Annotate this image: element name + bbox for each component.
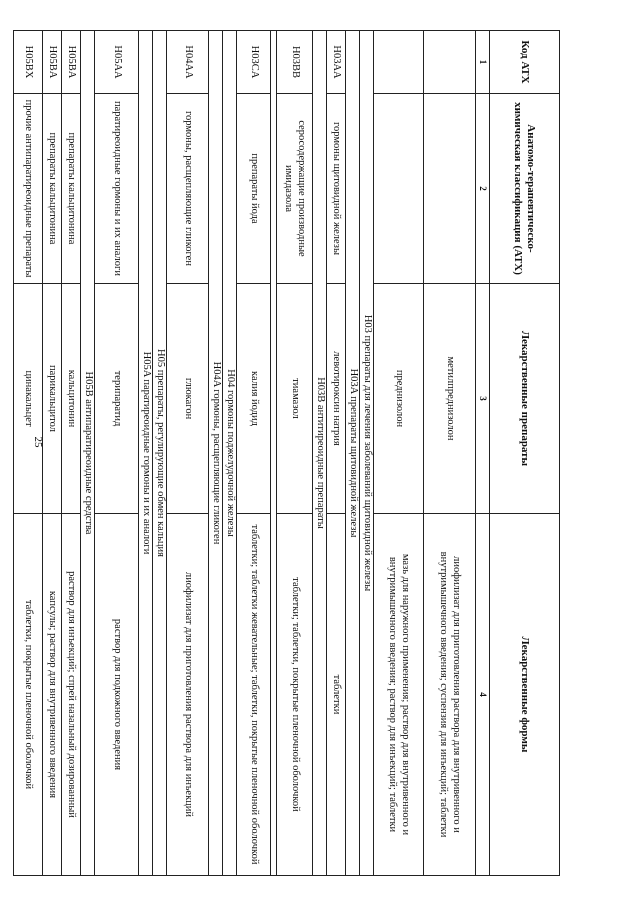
dosage-forms: таблетки <box>327 514 346 876</box>
section-title: H03B антитиреоидные препараты <box>313 31 327 876</box>
column-number: 1 <box>476 31 490 94</box>
section-title <box>271 31 277 876</box>
section-title: H03 препараты для лечения заболеваний щитовидной железы <box>360 31 374 876</box>
section-title: H04A гормоны, расщепляющие гликоген <box>209 31 223 876</box>
table-row <box>14 31 43 876</box>
section-row <box>153 31 167 876</box>
section-title: H05 препараты, регулирующие обмен кальция <box>153 31 167 876</box>
drug-name: калия йодид <box>237 284 271 514</box>
atc-drug-table <box>13 30 560 876</box>
atc-code: H03CA <box>237 31 271 94</box>
section-title: H03A препараты щитовидной железы <box>346 31 360 876</box>
drug-name: терипаратид <box>95 284 139 514</box>
drug-name: тиамазол <box>277 284 313 514</box>
atc-group: гормоны щитовидной железы <box>327 94 346 284</box>
atc-code: H03BB <box>277 31 313 94</box>
section-row <box>223 31 237 876</box>
atc-group <box>374 94 424 284</box>
atc-code: H05BA <box>62 31 81 94</box>
table-row <box>424 31 476 876</box>
column-number-row <box>476 31 490 876</box>
table-row <box>62 31 81 876</box>
dosage-forms: таблетки, покрытые пленочной оболочкой <box>14 514 43 876</box>
column-number: 4 <box>476 514 490 876</box>
drug-name: кальцитонин <box>62 284 81 514</box>
header-row <box>490 31 560 876</box>
section-row <box>81 31 95 876</box>
section-row <box>360 31 374 876</box>
atc-code: H04AA <box>167 31 209 94</box>
header-forms: Лекарственные формы <box>490 514 560 876</box>
section-row <box>271 31 277 876</box>
table-row <box>327 31 346 876</box>
section-title: H05B антипаратиреоидные средства <box>81 31 95 876</box>
table-row <box>167 31 209 876</box>
atc-code: H05BX <box>14 31 43 94</box>
atc-group: препараты кальцитонина <box>62 94 81 284</box>
table-row <box>95 31 139 876</box>
dosage-forms: таблетки; таблетки, покрытые пленочной оболочкой <box>277 514 313 876</box>
atc-code: H05BA <box>43 31 62 94</box>
atc-group: прочие антипаратиреоидные препараты <box>14 94 43 284</box>
table-row <box>43 31 62 876</box>
column-number: 2 <box>476 94 490 284</box>
atc-code: H03AA <box>327 31 346 94</box>
dosage-forms: капсулы; раствор для внутривенного введения <box>43 514 62 876</box>
drug-name: метилпреднизолон <box>424 284 476 514</box>
atc-code <box>424 31 476 94</box>
atc-group <box>424 94 476 284</box>
drug-name: парикальцитол <box>43 284 62 514</box>
atc-group: препараты йода <box>237 94 271 284</box>
column-number: 3 <box>476 284 490 514</box>
atc-group: гормоны, расщепляющие гликоген <box>167 94 209 284</box>
drug-name: левотироксин натрия <box>327 284 346 514</box>
table-row <box>374 31 424 876</box>
section-row <box>139 31 153 876</box>
drug-name: цинакальцет <box>14 284 43 514</box>
atc-group: паратиреоидные гормоны и их аналоги <box>95 94 139 284</box>
drug-name: преднизолон <box>374 284 424 514</box>
drug-name: глюкагон <box>167 284 209 514</box>
section-title: H04 гормоны поджелудочной железы <box>223 31 237 876</box>
table-row <box>277 31 313 876</box>
dosage-forms: раствор для подкожного введения <box>95 514 139 876</box>
dosage-forms: раствор для инъекций; спрей назальный дозированный <box>62 514 81 876</box>
section-title: H05A паратиреоидные гормоны и их аналоги <box>139 31 153 876</box>
section-row <box>209 31 223 876</box>
dosage-forms: лиофилизат для приготовления раствора для инъекций <box>167 514 209 876</box>
header-drugs: Лекарственные препараты <box>490 284 560 514</box>
dosage-forms: лиофилизат для приготовления раствора для внутривенного и внутримышечного введения; суспензия для инъекций; таблетки <box>424 514 476 876</box>
dosage-forms: мазь для наружного применения; раствор для внутривенного и внутримышечного введения; раствор для инъекций; таблетки <box>374 514 424 876</box>
atc-group: серосодержащие производные имидазола <box>277 94 313 284</box>
page-number: 25 <box>32 436 44 448</box>
dosage-forms: таблетки; таблетки жевательные; таблетки, покрытые пленочной оболочкой <box>237 514 271 876</box>
header-code: Код АТХ <box>490 31 560 94</box>
atc-group: препараты кальцитонина <box>43 94 62 284</box>
atc-code <box>374 31 424 94</box>
table-row <box>237 31 271 876</box>
section-row <box>313 31 327 876</box>
header-atc: Анатомо-терапевтическо-химическая классификация (АТХ) <box>490 94 560 284</box>
atc-code: H05AA <box>95 31 139 94</box>
section-row <box>346 31 360 876</box>
